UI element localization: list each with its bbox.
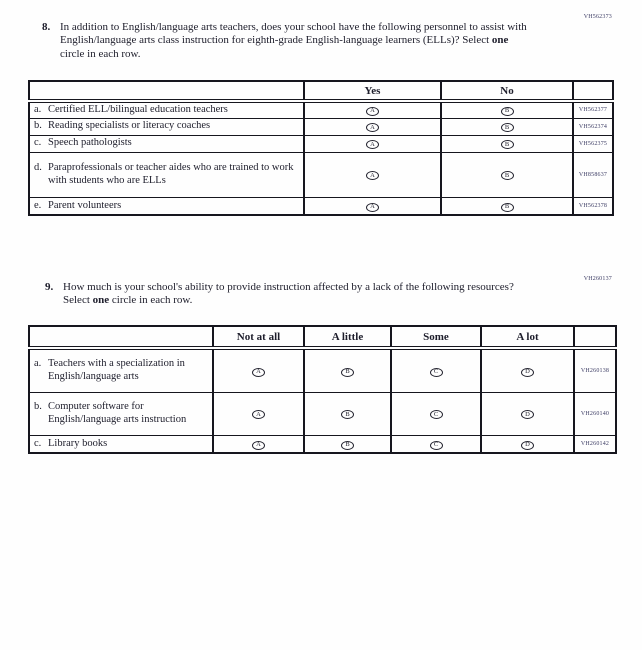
q8-prompt-text xyxy=(60,21,528,61)
q8-prompt-post: circle in each row. xyxy=(60,47,141,60)
answer-bubble-yes[interactable]: A xyxy=(366,107,379,116)
q9-variable-code: VH260137 xyxy=(583,276,612,282)
q9-header-not-at-all: Not at all xyxy=(213,326,304,348)
answer-bubble-a-little[interactable]: B xyxy=(341,410,354,419)
q9-number: 9. xyxy=(45,281,54,293)
q9-header-blank xyxy=(29,326,213,348)
q8-prompt-bold: one xyxy=(491,34,509,47)
q9-prompt-post: circle in each row. xyxy=(109,294,193,307)
table-row xyxy=(29,101,613,118)
row-variable-code: VH562378 xyxy=(573,197,613,215)
answer-bubble-no[interactable]: B xyxy=(501,203,514,212)
answer-bubble-a-little[interactable]: B xyxy=(341,441,354,450)
answer-bubble-some[interactable]: C xyxy=(430,441,443,450)
row-variable-code: VH260140 xyxy=(574,392,616,435)
row-letter: a. xyxy=(34,104,42,116)
row-letter: e. xyxy=(34,199,42,211)
q9-prompt-text xyxy=(63,281,521,308)
row-label: Speech pathologists xyxy=(48,137,132,149)
answer-bubble-no[interactable]: B xyxy=(501,123,514,132)
answer-bubble-no[interactable]: B xyxy=(501,107,514,116)
table-row xyxy=(29,348,616,392)
answer-bubble-yes[interactable]: A xyxy=(366,123,379,132)
q9-table xyxy=(28,325,617,454)
q8-header-no: No xyxy=(441,81,573,101)
answer-bubble-a-lot[interactable]: D xyxy=(521,441,534,450)
q8-header-yes: Yes xyxy=(304,81,441,101)
row-label: Library books xyxy=(48,437,108,449)
row-letter: c. xyxy=(34,137,42,149)
answer-bubble-yes[interactable]: A xyxy=(366,171,379,180)
q9-header-a-little: A little xyxy=(304,326,391,348)
row-letter: d. xyxy=(34,162,42,174)
answer-bubble-not-at-all[interactable]: A xyxy=(252,410,265,419)
row-label: Certified ELL/bilingual education teachers xyxy=(48,104,228,116)
q9-prompt xyxy=(45,281,525,308)
row-label: Parent volunteers xyxy=(48,199,122,211)
table-row xyxy=(29,118,613,135)
row-variable-code: VH260142 xyxy=(574,435,616,453)
answer-bubble-no[interactable]: B xyxy=(501,140,514,149)
row-letter: b. xyxy=(34,120,42,132)
row-letter: c. xyxy=(34,437,42,449)
row-variable-code: VH562375 xyxy=(573,135,613,152)
answer-bubble-not-at-all[interactable]: A xyxy=(252,368,265,377)
answer-bubble-yes[interactable]: A xyxy=(366,140,379,149)
row-label: Reading specialists or literacy coaches xyxy=(48,120,211,132)
q8-variable-code: VH562373 xyxy=(583,14,612,20)
answer-bubble-yes[interactable]: A xyxy=(366,203,379,212)
answer-bubble-a-lot[interactable]: D xyxy=(521,410,534,419)
q8-header-code-blank xyxy=(573,81,613,101)
row-letter: b. xyxy=(34,401,42,413)
q9-header-a-lot: A lot xyxy=(481,326,574,348)
row-label: Computer software for English/language arts instruction xyxy=(48,401,187,425)
answer-bubble-some[interactable]: C xyxy=(430,410,443,419)
table-row xyxy=(29,392,616,435)
row-label: Teachers with a specialization in English/language arts xyxy=(48,358,185,382)
row-label: Paraprofessionals or teacher aides who are trained to work with students who are ELLs xyxy=(48,162,294,186)
row-variable-code: VH260138 xyxy=(574,348,616,392)
q9-header-code-blank xyxy=(574,326,616,348)
q8-prompt xyxy=(42,21,532,61)
table-row xyxy=(29,135,613,152)
row-variable-code: VH562374 xyxy=(573,118,613,135)
answer-bubble-some[interactable]: C xyxy=(430,368,443,377)
table-row xyxy=(29,435,616,453)
row-letter: a. xyxy=(34,358,42,370)
answer-bubble-a-little[interactable]: B xyxy=(341,368,354,377)
row-variable-code: VH562377 xyxy=(573,101,613,118)
q9-prompt-pre: How much is your school's ability to provide instruction affected by a lack of the following resources? Select xyxy=(63,281,514,307)
q8-table xyxy=(28,80,614,216)
q9-header-row xyxy=(29,326,616,348)
table-row xyxy=(29,152,613,197)
answer-bubble-a-lot[interactable]: D xyxy=(521,368,534,377)
answer-bubble-no[interactable]: B xyxy=(501,171,514,180)
q8-header-blank xyxy=(29,81,304,101)
q9-prompt-bold: one xyxy=(92,294,110,307)
q8-header-row xyxy=(29,81,613,101)
q8-number: 8. xyxy=(42,21,51,33)
table-row xyxy=(29,197,613,215)
q8-prompt-pre: In addition to English/language arts teachers, does your school have the following personnel to assist with English/language arts class instruction for eighth-grade English-language learners (ELLs)? Select xyxy=(60,21,527,47)
row-variable-code: VH858637 xyxy=(573,152,613,197)
q9-header-some: Some xyxy=(391,326,481,348)
answer-bubble-not-at-all[interactable]: A xyxy=(252,441,265,450)
